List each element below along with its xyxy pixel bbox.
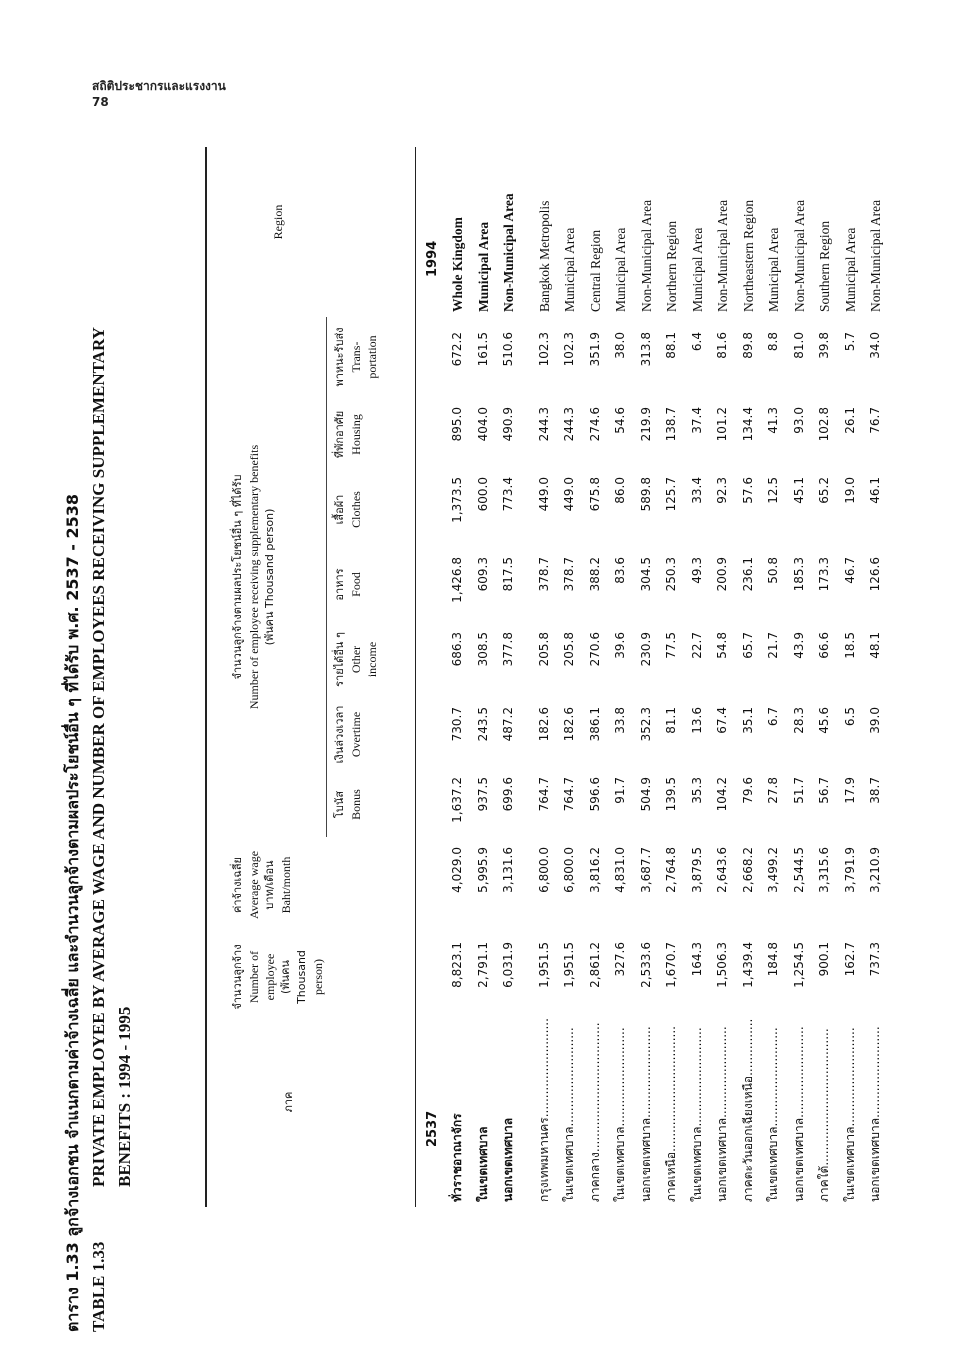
cell-th: นอกเขตเทศบาล	[501, 1117, 515, 1202]
cell-other: 308.5	[475, 632, 490, 667]
cell-en: Municipal Area	[766, 227, 781, 312]
cell-other: 377.8	[501, 632, 515, 667]
cell-other: 66.6	[817, 632, 831, 659]
cell-housing: 54.6	[613, 407, 627, 434]
table-row	[736, 0, 761, 1362]
cell-clothes: 1,373.5	[450, 477, 464, 523]
cell-ot: 39.0	[868, 707, 882, 734]
cell-other: 21.7	[766, 632, 780, 659]
cell-housing: 895.0	[450, 407, 464, 442]
col-head-region-th: ภาค	[282, 1091, 295, 1113]
cell-ot: 182.6	[562, 707, 576, 742]
cell-emp: 2,861.2	[587, 942, 602, 988]
cell-wage: 2,544.5	[791, 847, 806, 893]
cell-emp: 162.7	[842, 942, 857, 977]
cell-en: Southern Region	[817, 220, 832, 312]
table-row	[710, 0, 735, 1362]
cell-food: 378.7	[562, 557, 576, 592]
cell-other: 270.6	[587, 632, 602, 667]
col-head-bonus: โบนัส Bonus	[333, 789, 363, 820]
cell-housing: 93.0	[791, 407, 806, 434]
cell-trans: 39.8	[817, 332, 831, 359]
col-head-transportation: พาหนะรับส่ง Trans- portation	[333, 327, 379, 387]
cell-housing: 134.4	[740, 407, 755, 442]
cell-housing: 26.1	[842, 407, 857, 434]
table-row	[787, 0, 812, 1362]
cell-trans: 81.0	[791, 332, 806, 359]
cell-bonus: 764.7	[536, 777, 551, 812]
table-row	[496, 0, 521, 1362]
title-english-line-2: BENEFITS : 1994 - 1995	[115, 1006, 134, 1187]
cell-th: ในเขตเทศบาล..........................	[689, 1027, 704, 1202]
cell-wage: 3,499.2	[766, 847, 780, 893]
cell-clothes: 600.0	[475, 477, 490, 512]
cell-trans: 351.9	[587, 332, 602, 367]
cell-th: ในเขตเทศบาล..........................	[842, 1027, 857, 1202]
cell-food: 236.1	[740, 557, 755, 592]
table-row	[608, 0, 633, 1362]
cell-en: Municipal Area	[562, 227, 577, 312]
cell-emp: 1,439.4	[740, 942, 755, 988]
cell-en: Central Region	[587, 229, 603, 312]
cell-clothes: 12.5	[766, 477, 780, 504]
cell-trans: 510.6	[501, 332, 515, 367]
cell-wage: 3,879.5	[689, 847, 704, 893]
table-row	[659, 0, 684, 1362]
publication-title: สถิติประชากรและแรงงาน	[92, 79, 226, 93]
year-english: 1994	[425, 240, 440, 277]
cell-wage: 4,029.0	[450, 847, 464, 893]
cell-en: Bangkok Metropolis	[536, 200, 552, 312]
col-head-clothes: เสื้อผ้า Clothes	[333, 491, 363, 528]
cell-trans: 81.6	[715, 332, 729, 359]
cell-wage: 3,131.6	[501, 847, 515, 893]
cell-trans: 102.3	[536, 332, 551, 367]
page-number: 78	[92, 95, 109, 109]
cell-bonus: 38.7	[868, 777, 882, 804]
cell-trans: 34.0	[868, 332, 882, 359]
column-headers	[230, 0, 410, 1362]
cell-wage: 3,816.2	[587, 847, 602, 893]
cell-food: 250.3	[664, 557, 678, 592]
table-label: TABLE 1.33	[89, 1241, 108, 1332]
cell-wage: 6,800.0	[536, 847, 551, 893]
cell-housing: 101.2	[715, 407, 729, 442]
cell-clothes: 33.4	[689, 477, 704, 504]
cell-en: Non-Municipal Area	[638, 199, 654, 312]
cell-other: 205.8	[536, 632, 551, 667]
cell-food: 1,426.8	[450, 557, 464, 603]
cell-th: ในเขตเทศบาล..........................	[562, 1027, 576, 1202]
cell-ot: 6.7	[766, 707, 780, 727]
table-row	[685, 0, 710, 1362]
cell-trans: 88.1	[664, 332, 678, 359]
cell-th: นอกเขตเทศบาล........................	[638, 1026, 653, 1202]
cell-en: Non-Municipal Area	[791, 199, 807, 312]
cell-emp: 2,791.1	[475, 942, 490, 988]
cell-wage: 6,800.0	[562, 847, 576, 893]
table-row	[634, 0, 659, 1362]
cell-ot: 243.5	[475, 707, 490, 742]
cell-en: Northern Region	[664, 220, 679, 312]
cell-clothes: 46.1	[868, 477, 882, 504]
cell-ot: 730.7	[450, 707, 464, 742]
cell-trans: 672.2	[450, 332, 464, 367]
col-head-housing: ที่พักอาศัย Housing	[333, 410, 363, 459]
cell-clothes: 92.3	[715, 477, 729, 504]
col-head-food: อาหาร Food	[333, 568, 363, 601]
cell-bonus: 1,637.2	[450, 777, 464, 823]
cell-en: Non-Municipal Area	[501, 193, 516, 312]
cell-clothes: 449.0	[536, 477, 551, 512]
cell-food: 388.2	[587, 557, 602, 592]
table-row	[532, 0, 557, 1362]
cell-bonus: 51.7	[791, 777, 806, 804]
cell-bonus: 139.5	[664, 777, 678, 812]
table-row	[863, 0, 888, 1362]
col-head-wage: ค่าจ้างเฉลี่ย Average wage บาท/เดือน Baht/month	[231, 850, 293, 920]
cell-trans: 102.3	[562, 332, 576, 367]
table-row	[812, 0, 837, 1362]
cell-emp: 8,823.1	[450, 942, 464, 988]
cell-housing: 490.9	[501, 407, 515, 442]
cell-other: 18.5	[842, 632, 857, 659]
cell-ot: 6.5	[842, 707, 857, 727]
cell-wage: 5,995.9	[475, 847, 490, 893]
cell-th: ภาคเหนือ.................................	[664, 1026, 678, 1202]
table-row	[583, 0, 608, 1362]
cell-clothes: 773.4	[501, 477, 515, 512]
cell-emp: 6,031.9	[501, 942, 515, 988]
cell-ot: 28.3	[791, 707, 806, 734]
cell-emp: 1,951.5	[536, 942, 551, 988]
cell-housing: 244.3	[562, 407, 576, 442]
table-row	[838, 0, 863, 1362]
cell-en: Northeastern Region	[740, 199, 756, 312]
cell-housing: 274.6	[587, 407, 602, 442]
cell-trans: 6.4	[689, 332, 704, 352]
cell-ot: 33.8	[613, 707, 627, 734]
cell-trans: 89.8	[740, 332, 755, 359]
cell-housing: 41.3	[766, 407, 780, 434]
col-head-employee: จำนวนลูกจ้าง Number of employee (พันคน Thousand person)	[231, 944, 325, 1010]
cell-en: Non-Municipal Area	[868, 199, 883, 312]
cell-clothes: 65.2	[817, 477, 831, 504]
cell-food: 50.8	[766, 557, 780, 584]
cell-clothes: 449.0	[562, 477, 576, 512]
cell-emp: 1,670.7	[664, 942, 678, 988]
cell-en: Non-Municipal Area	[715, 199, 730, 312]
cell-th: นอกเขตเทศบาล........................	[868, 1026, 882, 1202]
cell-trans: 161.5	[475, 332, 490, 367]
cell-bonus: 17.9	[842, 777, 857, 804]
cell-clothes: 57.6	[740, 477, 755, 504]
cell-ot: 386.1	[587, 707, 602, 742]
cell-bonus: 504.9	[638, 777, 653, 812]
cell-en: Whole Kingdom	[450, 217, 465, 312]
cell-ot: 352.3	[638, 707, 653, 742]
cell-bonus: 27.8	[766, 777, 780, 804]
cell-food: 173.3	[817, 557, 831, 592]
cell-th: กรุงเทพมหานคร..........................	[536, 1018, 551, 1202]
cell-ot: 67.4	[715, 707, 729, 734]
table-row	[445, 0, 470, 1362]
cell-wage: 2,764.8	[664, 847, 678, 893]
col-head-other-income: รายได้อื่น ๆ Other income	[333, 632, 379, 687]
cell-housing: 404.0	[475, 407, 490, 442]
cell-bonus: 937.5	[475, 777, 490, 812]
cell-food: 817.5	[501, 557, 515, 592]
cell-ot: 182.6	[536, 707, 551, 742]
header-rule	[415, 147, 416, 1207]
cell-en: Municipal Area	[475, 221, 491, 312]
cell-other: 686.3	[450, 632, 464, 667]
cell-wage: 4,831.0	[613, 847, 627, 893]
cell-wage: 3,315.6	[817, 847, 831, 893]
cell-other: 230.9	[638, 632, 653, 667]
cell-housing: 102.8	[817, 407, 831, 442]
title-english-text: PRIVATE EMPLOYEE BY AVERAGE WAGE AND NUMBER OF EMPLOYEES RECEIVING SUPPLEMENTARY	[89, 327, 108, 1187]
cell-trans: 313.8	[638, 332, 653, 367]
cell-food: 304.5	[638, 557, 653, 592]
cell-emp: 164.3	[689, 942, 704, 977]
cell-other: 65.7	[740, 632, 755, 659]
cell-en: Municipal Area	[613, 227, 628, 312]
cell-clothes: 125.7	[664, 477, 678, 512]
cell-ot: 35.1	[740, 707, 755, 734]
cell-other: 43.9	[791, 632, 806, 659]
col-head-region-en: Region	[271, 204, 285, 240]
cell-food: 378.7	[536, 557, 551, 592]
cell-emp: 327.6	[613, 942, 627, 977]
cell-th: ในเขตเทศบาล..........................	[613, 1027, 627, 1202]
cell-clothes: 589.8	[638, 477, 653, 512]
cell-food: 126.6	[868, 557, 882, 592]
col-head-overtime: เงินล่วงเวลา Overtime	[333, 705, 363, 764]
cell-th: ในเขตเทศบาล	[475, 1126, 490, 1202]
cell-bonus: 699.6	[501, 777, 515, 812]
cell-bonus: 56.7	[817, 777, 831, 804]
benefits-subrule	[326, 317, 327, 837]
cell-th: ภาคกลาง..................................	[587, 1022, 602, 1202]
cell-emp: 184.8	[766, 942, 780, 977]
cell-emp: 737.3	[868, 942, 882, 977]
cell-food: 49.3	[689, 557, 704, 584]
cell-emp: 1,506.3	[715, 942, 729, 988]
cell-housing: 219.9	[638, 407, 653, 442]
cell-food: 83.6	[613, 557, 627, 584]
cell-emp: 1,951.5	[562, 942, 576, 988]
cell-housing: 138.7	[664, 407, 678, 442]
cell-emp: 2,533.6	[638, 942, 653, 988]
cell-clothes: 86.0	[613, 477, 627, 504]
table-row	[557, 0, 582, 1362]
benefits-group-header: จำนวนลูกจ้างตามผลประโยชน์อื่น ๆ ที่ได้รับ Number of employee receiving supplementary benefits (พันคน Thousand person)	[231, 444, 276, 710]
cell-other: 77.5	[664, 632, 678, 659]
cell-other: 54.8	[715, 632, 729, 659]
cell-trans: 38.0	[613, 332, 627, 359]
cell-trans: 5.7	[842, 332, 857, 352]
cell-food: 200.9	[715, 557, 729, 592]
cell-other: 39.6	[613, 632, 627, 659]
title-thai: ตาราง 1.33 ลูกจ้างเอกชน จำแนกตามค่าจ้างเฉลี่ย และจำนวนลูกจ้างตามผลประโยชน์อื่น ๆ ที่ได้รับ พ.ศ. 2537 - 2538	[63, 493, 82, 1332]
cell-th: ภาคใต้....................................	[817, 1028, 831, 1202]
top-rule	[205, 147, 207, 1207]
cell-en: Municipal Area	[689, 227, 705, 312]
cell-th: ทั่วราชอาณาจักร	[450, 1113, 464, 1202]
cell-food: 185.3	[791, 557, 806, 592]
cell-clothes: 19.0	[842, 477, 857, 504]
cell-emp: 1,254.5	[791, 942, 806, 988]
cell-th: ในเขตเทศบาล..........................	[766, 1027, 780, 1202]
cell-bonus: 596.6	[587, 777, 602, 812]
cell-trans: 8.8	[766, 332, 780, 352]
cell-en: Municipal Area	[842, 227, 858, 312]
cell-clothes: 675.8	[587, 477, 602, 512]
cell-other: 22.7	[689, 632, 704, 659]
cell-ot: 13.6	[689, 707, 704, 734]
cell-bonus: 764.7	[562, 777, 576, 812]
cell-other: 205.8	[562, 632, 576, 667]
cell-bonus: 104.2	[715, 777, 729, 812]
cell-ot: 45.6	[817, 707, 831, 734]
cell-wage: 3,687.7	[638, 847, 653, 893]
cell-food: 46.7	[842, 557, 857, 584]
cell-clothes: 45.1	[791, 477, 806, 504]
cell-bonus: 35.3	[689, 777, 704, 804]
cell-wage: 2,668.2	[740, 847, 755, 893]
cell-ot: 487.2	[501, 707, 515, 742]
cell-ot: 81.1	[664, 707, 678, 734]
cell-housing: 244.3	[536, 407, 551, 442]
cell-th: นอกเขตเทศบาล........................	[791, 1026, 806, 1202]
cell-bonus: 79.6	[740, 777, 755, 804]
cell-wage: 2,643.6	[715, 847, 729, 893]
cell-th: นอกเขตเทศบาล........................	[715, 1026, 729, 1202]
table-row	[471, 0, 496, 1362]
year-thai: 2537	[425, 1110, 440, 1147]
cell-bonus: 91.7	[613, 777, 627, 804]
cell-housing: 76.7	[868, 407, 882, 434]
cell-th: ภาคตะวันออกเฉียงเหนือ...............	[740, 1018, 755, 1202]
table-row	[761, 0, 786, 1362]
cell-wage: 3,210.9	[868, 847, 882, 893]
cell-other: 48.1	[868, 632, 882, 659]
cell-wage: 3,791.9	[842, 847, 857, 893]
cell-housing: 37.4	[689, 407, 704, 434]
cell-emp: 900.1	[817, 942, 831, 977]
cell-food: 609.3	[475, 557, 490, 592]
